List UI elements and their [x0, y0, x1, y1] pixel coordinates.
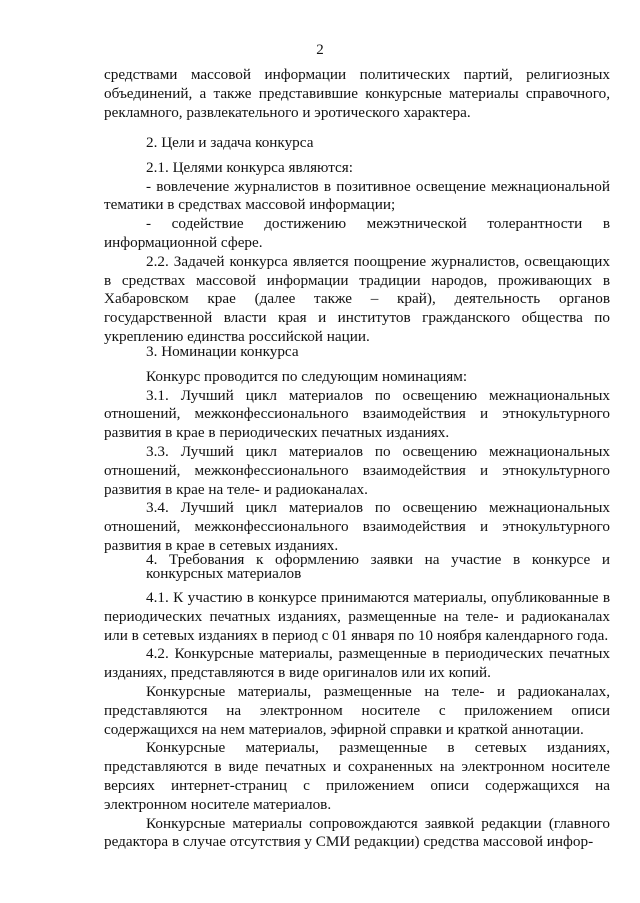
section-4 [104, 553, 610, 852]
page-number: 2 [316, 42, 324, 58]
paragraph: 3.4. Лучший цикл материалов по освещению межнациональных отношений, межконфессионального взаимодействия и этнокультурного развития в крае в сетевых изданиях. [104, 499, 610, 554]
paragraph: 2.1. Целями конкурса являются: [146, 158, 353, 176]
paragraph: 4.1. К участию в конкурсе принимаются материалы, опубликованные в периодических печатных изданиях, размещенные на теле- и радиоканалах или в сетевых изданиях в период с 01 января по 10 ноября календарного года. [104, 589, 610, 644]
paragraph-intro-continuation [104, 66, 610, 122]
paragraph: Конкурсные материалы, размещенные на теле- и радиоканалах, представляются на электронном носителе с приложением описи содержащихся на нем материалов, эфирной справки и краткой аннотации. [104, 682, 610, 738]
paragraph: 2.2. Задачей конкурса является поощрение журналистов, освещающих в средствах массовой информации традиции народов, проживающих в Хабаровском крае (далее также – край), деятельность органов государственной власти края и институтов гражданского общества по укреплению единства российской нации. [104, 252, 610, 345]
paragraph: Конкурсные материалы сопровождаются заявкой редакции (главного редактора в случае отсутствия у СМИ редакции) средства массовой инфор- [104, 814, 610, 851]
paragraph: 3.1. Лучший цикл материалов по освещению межнациональных отношений, межконфессионального взаимодействия и этнокультурного развития в крае в периодических печатных изданиях. [104, 386, 610, 442]
paragraph: Конкурс проводится по следующим номинациям: [146, 367, 468, 385]
section-3 [104, 343, 610, 556]
paragraph: 4.2. Конкурсные материалы, размещенные в периодических печатных изданиях, представляются в виде оригиналов или их копий. [104, 645, 610, 682]
section-heading: 3. Номинации конкурса [146, 343, 299, 360]
paragraph: - вовлечение журналистов в позитивное освещение межнациональной тематики в средствах массовой информации; [104, 177, 610, 214]
section-heading: 2. Цели и задача конкурса [146, 134, 314, 151]
paragraph: 3.3. Лучший цикл материалов по освещению межнациональных отношений, межконфессионального взаимодействия и этнокультурного развития в крае на теле- и радиоканалах. [104, 442, 610, 498]
section-heading: 4. Требования к оформлению заявки на участие в конкурсе и конкурсных материалов [146, 551, 610, 582]
paragraph: - содействие достижению межэтнической толерантности в информационной сфере. [104, 215, 610, 251]
paragraph: Конкурсные материалы, размещенные в сетевых изданиях, представляются в виде печатных и сохраненных на электронном носителе версиях интернет-страниц с приложением описи содержащихся на электронном носителе материалов. [104, 739, 610, 813]
paragraph: средствами массовой информации политических партий, религиозных объединений, а также представившие конкурсные материалы справочного, рекламного, развлекательного и эротического характера. [104, 66, 610, 121]
section-2 [104, 134, 610, 347]
